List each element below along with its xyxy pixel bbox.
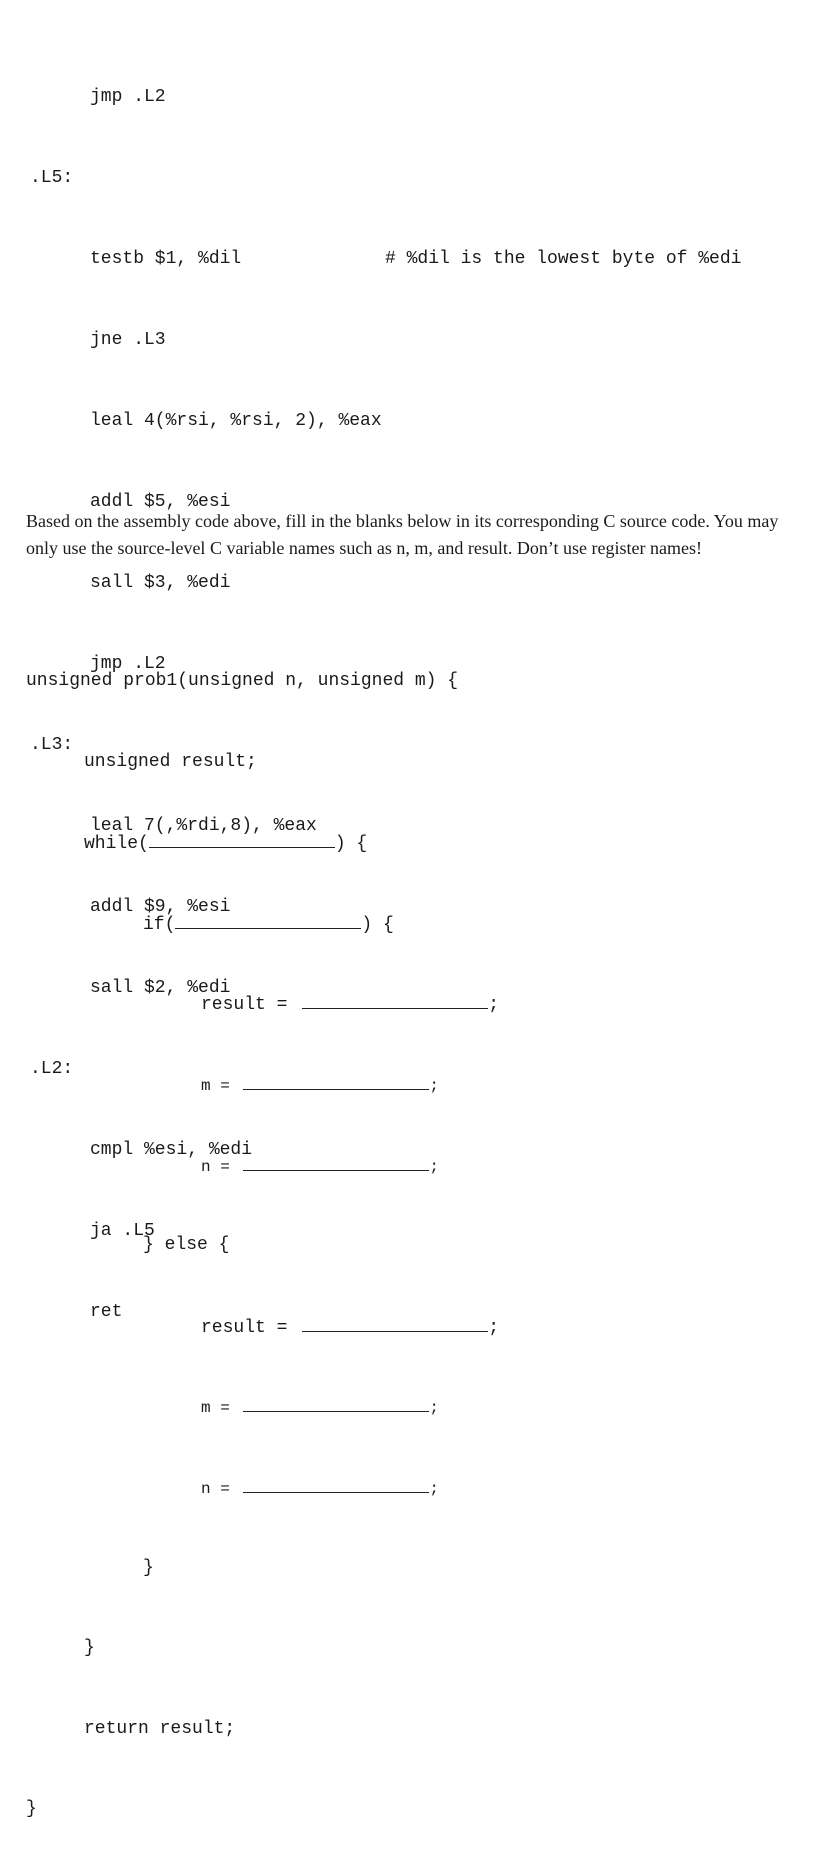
c-result-lhs: result = bbox=[201, 995, 288, 1016]
asm-line bbox=[30, 408, 382, 435]
if-result-blank[interactable] bbox=[302, 990, 488, 1009]
if-m-blank[interactable] bbox=[243, 1071, 429, 1090]
c-else-n-line bbox=[26, 1474, 499, 1501]
asm-instruction: sall $2, %edi bbox=[90, 978, 231, 998]
c-if-n-line bbox=[26, 1152, 499, 1179]
asm-line bbox=[30, 570, 382, 597]
instructions-paragraph: Based on the assembly code above, fill in the blanks below in its corresponding C source code. You may only use the source-level C variable names such as n, m, and result. Don’t use register names! bbox=[26, 511, 779, 558]
asm-instruction: testb $1, %dil bbox=[90, 249, 242, 269]
c-if-line bbox=[26, 910, 499, 937]
asm-instruction: jmp .L2 bbox=[90, 87, 166, 107]
c-m-lhs: m = bbox=[201, 1399, 230, 1418]
if-n-blank[interactable] bbox=[243, 1152, 429, 1171]
c-semicolon: ; bbox=[488, 1317, 500, 1338]
asm-instruction: addl $9, %esi bbox=[90, 897, 231, 917]
asm-label-text: .L5: bbox=[30, 168, 74, 188]
asm-instruction: jne .L3 bbox=[90, 330, 166, 350]
c-if-m-line bbox=[26, 1071, 499, 1098]
c-else-line: } else { bbox=[143, 1235, 230, 1256]
c-semicolon: ; bbox=[429, 1157, 440, 1176]
c-while-keyword: while( bbox=[84, 834, 149, 855]
c-n-lhs: n = bbox=[201, 1157, 230, 1176]
asm-instruction: ja .L5 bbox=[90, 1221, 155, 1241]
asm-line bbox=[30, 84, 382, 111]
asm-instruction: addl $5, %esi bbox=[90, 492, 231, 512]
c-if-result-line bbox=[26, 990, 499, 1017]
while-condition-blank[interactable] bbox=[149, 829, 335, 848]
c-if-keyword: if( bbox=[143, 914, 176, 935]
asm-instruction: cmpl %esi, %edi bbox=[90, 1140, 253, 1160]
c-n-lhs: n = bbox=[201, 1479, 230, 1498]
asm-comment: # %dil is the lowest byte of %edi bbox=[385, 249, 742, 269]
c-m-lhs: m = bbox=[201, 1076, 230, 1095]
c-return-line: return result; bbox=[84, 1718, 236, 1739]
asm-instruction: leal 7(,%rdi,8), %eax bbox=[90, 816, 317, 836]
asm-instruction: jmp .L2 bbox=[90, 654, 166, 674]
else-n-blank[interactable] bbox=[243, 1474, 429, 1493]
c-if-close: ) { bbox=[361, 914, 394, 935]
c-signature: unsigned prob1(unsigned n, unsigned m) { bbox=[26, 671, 459, 691]
asm-instruction: ret bbox=[90, 1302, 123, 1322]
c-if-close-brace: } bbox=[143, 1557, 154, 1578]
c-source-code bbox=[26, 614, 499, 1850]
c-declaration: unsigned result; bbox=[84, 751, 257, 772]
asm-instruction: leal 4(%rsi, %rsi, 2), %eax bbox=[90, 411, 382, 431]
c-result-lhs: result = bbox=[201, 1317, 288, 1338]
c-while-close-brace: } bbox=[84, 1638, 95, 1659]
c-else-m-line bbox=[26, 1393, 499, 1420]
asm-label-text: .L2: bbox=[30, 1059, 74, 1079]
asm-instruction: sall $3, %edi bbox=[90, 573, 231, 593]
asm-label-text: .L3: bbox=[30, 735, 74, 755]
c-while-line bbox=[26, 829, 499, 856]
asm-line bbox=[30, 246, 742, 273]
c-while-close: ) { bbox=[334, 834, 368, 855]
else-m-blank[interactable] bbox=[243, 1393, 429, 1412]
c-else-result-line bbox=[26, 1313, 499, 1340]
c-semicolon: ; bbox=[488, 995, 500, 1016]
if-condition-blank[interactable] bbox=[175, 910, 361, 929]
c-semicolon: ; bbox=[429, 1076, 440, 1095]
c-semicolon: ; bbox=[429, 1479, 440, 1498]
c-semicolon: ; bbox=[429, 1399, 440, 1418]
c-function-close-brace: } bbox=[26, 1799, 37, 1820]
else-result-blank[interactable] bbox=[302, 1313, 488, 1332]
asm-line bbox=[30, 327, 382, 354]
asm-label bbox=[30, 165, 382, 192]
